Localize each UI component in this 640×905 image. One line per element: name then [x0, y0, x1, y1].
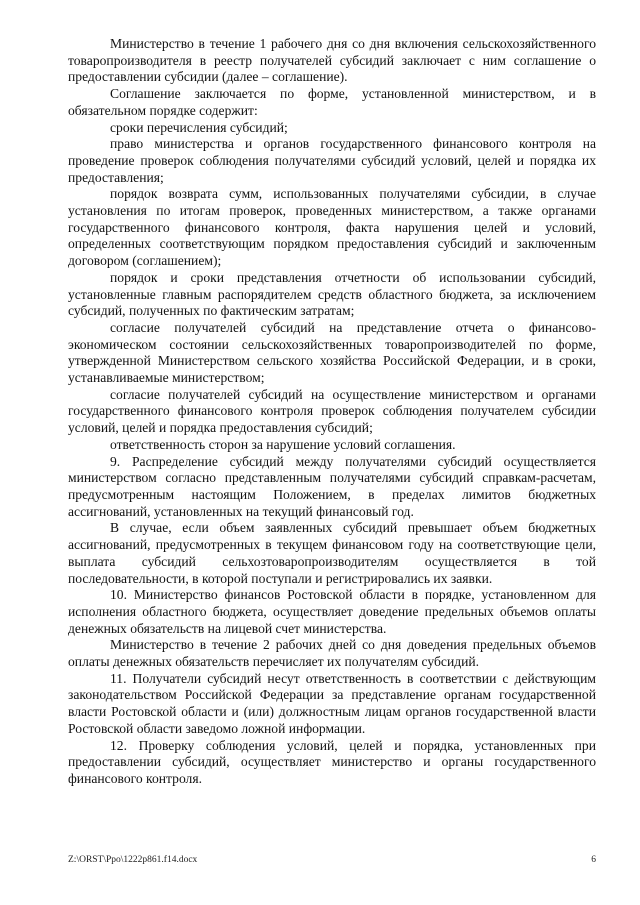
paragraph-refund-procedure: порядок возврата сумм, использованных получателями субсидии, в случае установления по итогам проверок, проведенных министерством, а также органами государственного финансового контроля, факта нарушения целей и условий, определенных соответствующим порядком предоставления субсидий и заключенным договором (соглашением); [68, 186, 596, 269]
paragraph-transfer-2-days: Министерство в течение 2 рабочих дней со дня доведения предельных объемов оплаты денежных обязательств перечисляет их получателям субсидий. [68, 637, 596, 670]
paragraph-reporting: порядок и сроки представления отчетности об использовании субсидий, установленные главным распорядителем средств областного бюджета, за исключением субсидий, полученных по фактическим затратам; [68, 269, 596, 319]
page-number: 6 [591, 855, 596, 865]
paragraph-inspection-right: право министерства и органов государственного финансового контроля на проведение проверок соблюдения получателями субсидий условий, целей и порядка их предоставления; [68, 136, 596, 185]
paragraph-financial-report-consent: согласие получателей субсидий на представление отчета о финансово-экономическом состоянии сельскохозяйственных товаропроизводителей по форме, утвержденной Министерством сельского хозяйства Российской Федерации, и в сроки, устанавливаемые министерством; [68, 319, 596, 386]
paragraph-section-11: 11. Получатели субсидий несут ответственность в соответствии с действующим законодательством Российской Федерации за представление органам государственной власти Ростовской области и (или) должностным лицам органов государственной власти Ростовской области заведомо ложной информации. [68, 670, 596, 736]
paragraph-ministry-inclusion: Министерство в течение 1 рабочего дня со дня включения сельскохозяйственного товаропроизводителя в реестр получателей субсидий заключает с ним соглашение о предоставлении субсидии (далее – соглашение). [68, 36, 596, 85]
paragraph-section-10: 10. Министерство финансов Ростовской области в порядке, установленном для исполнения областного бюджета, осуществляет доведение предельных объемов оплаты денежных обязательств на лицевой счет министерства. [68, 587, 596, 636]
paragraph-section-12: 12. Проверку соблюдения условий, целей и порядка, установленных при предоставлении субсидий, осуществляет министерство и органы государственного финансового контроля. [68, 737, 596, 786]
paragraph-transfer-terms: сроки перечисления субсидий; [110, 119, 288, 135]
paragraph-section-9: 9. Распределение субсидий между получателями субсидий осуществляется министерством согласно представленным получателями субсидий справкам-расчетам, предусмотренным настоящим Положением, в пределах лимитов бюджетных ассигнований, установленных на текущий финансовый год. [68, 453, 596, 519]
paragraph-agreement-form: Соглашение заключается по форме, установленной министерством, и в обязательном порядке содержит: [68, 86, 596, 118]
paragraph-liability: ответственность сторон за нарушение условий соглашения. [110, 436, 456, 452]
document-body [68, 36, 596, 788]
paragraph-inspection-consent: согласие получателей субсидий на осуществление министерством и органами государственного финансового контроля проверок соблюдения получателем субсидии условий, целей и порядка предоставления субсидий; [68, 386, 596, 436]
paragraph-excess-applications: В случае, если объем заявленных субсидий превышает объем бюджетных ассигнований, предусмотренных в текущем финансовом году на соответствующие цели, выплата субсидий сельхозтоваропроизводителям осуществляется в той последовательности, в которой поступали и регистрировались их заявки. [68, 520, 596, 586]
file-path: Z:\ORST\Ppo\1222p861.f14.docx [68, 855, 198, 865]
